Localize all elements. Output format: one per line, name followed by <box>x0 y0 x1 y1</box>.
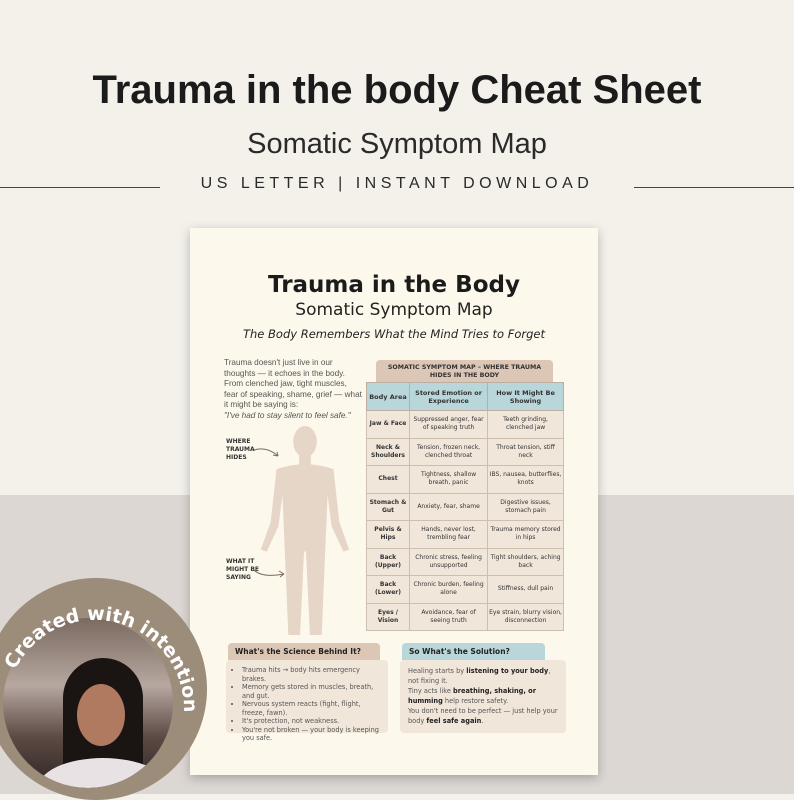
table-cell: Anxiety, fear, shame <box>410 493 488 521</box>
table-row <box>367 466 564 494</box>
table-cell: Digestive issues, stomach pain <box>488 493 564 521</box>
sheet-title: Trauma in the Body <box>268 272 520 298</box>
table-cell: Throat tension, stiff neck <box>488 438 564 466</box>
creator-badge <box>0 578 207 800</box>
symptom-table <box>366 382 564 631</box>
body-area-cell: Pelvis & Hips <box>367 521 410 549</box>
body-area-cell: Back (Lower) <box>367 576 410 604</box>
divider-right <box>634 187 794 188</box>
body-area-cell: Neck & Shoulders <box>367 438 410 466</box>
badge-text-arc <box>0 578 207 800</box>
listing-subtitle: Somatic Symptom Map <box>247 128 547 160</box>
table-cell: IBS, nausea, butterflies, knots <box>488 466 564 494</box>
science-item: • Memory gets stored in muscles, breath, and gut. <box>242 683 380 700</box>
label-where-trauma-hides: WHERE TRAUMA HIDES <box>226 438 255 461</box>
column-header: How It Might Be Showing <box>488 383 564 411</box>
solution-line: You don't need to be perfect — just help your body feel safe again. <box>408 707 558 725</box>
table-cell: Stiffness, dull pain <box>488 576 564 604</box>
body-area-cell: Eyes / Vision <box>367 603 410 631</box>
table-banner: SOMATIC SYMPTOM MAP – WHERE TRAUMA HIDES IN THE BODY <box>376 360 553 382</box>
sheet-subtitle: Somatic Symptom Map <box>295 300 493 320</box>
intro-text <box>224 358 362 421</box>
table-row <box>367 576 564 604</box>
table-row <box>367 521 564 549</box>
table-cell: Trauma memory stored in hips <box>488 521 564 549</box>
solution-line: Tiny acts like breathing, shaking, or humming help restore safety. <box>408 687 536 705</box>
table-cell: Teeth grinding, clenched jaw <box>488 411 564 439</box>
science-box <box>226 660 388 742</box>
science-item: • Nervous system reacts (fight, flight, freeze, fawn). <box>242 700 380 717</box>
listing-tagline: US LETTER | INSTANT DOWNLOAD <box>200 175 594 192</box>
table-row <box>367 493 564 521</box>
solution-line: Healing starts by listening to your body, not fixing it. <box>408 667 551 685</box>
table-cell: Eye strain, blurry vision, disconnection <box>488 603 564 631</box>
table-cell: Avoidance, fear of seeing truth <box>410 603 488 631</box>
science-item: • You're not broken — your body is keeping you safe. <box>242 726 380 743</box>
science-heading: What's the Science Behind It? <box>228 643 380 660</box>
column-header: Stored Emotion or Experience <box>410 383 488 411</box>
table-cell: Suppressed anger, fear of speaking truth <box>410 411 488 439</box>
table-row <box>367 438 564 466</box>
table-cell: Tightness, shallow breath, panic <box>410 466 488 494</box>
table-row <box>367 411 564 439</box>
table-cell: Hands, never lost, trembling fear <box>410 521 488 549</box>
solution-box <box>400 660 566 733</box>
label-what-it-might-be-saying: WHAT IT MIGHT BE SAYING <box>226 558 260 581</box>
body-area-cell: Jaw & Face <box>367 411 410 439</box>
svg-text:Created with intention <box>0 603 201 713</box>
intro-paragraph: Trauma doesn't just live in our thoughts — it echoes in the body. From clenched jaw, tight muscles, fear of speaking, shame, grief — what it might be saying is: <box>224 358 362 409</box>
science-item: • It's protection, not weakness. <box>242 717 380 726</box>
table-cell: Chronic stress, feeling unsupported <box>410 548 488 576</box>
table-row <box>367 603 564 631</box>
badge-text: Created with intention <box>0 602 202 713</box>
table-row <box>367 548 564 576</box>
table-cell: Tight shoulders, aching back <box>488 548 564 576</box>
table-cell: Tension, frozen neck, clenched throat <box>410 438 488 466</box>
solution-heading: So What's the Solution? <box>402 643 545 660</box>
table-cell: Chronic burden, feeling alone <box>410 576 488 604</box>
body-area-cell: Stomach & Gut <box>367 493 410 521</box>
cheat-sheet-preview <box>190 228 598 775</box>
sheet-tagline: The Body Remembers What the Mind Tries to Forget <box>242 327 546 341</box>
body-area-cell: Chest <box>367 466 410 494</box>
listing-title: Trauma in the body Cheat Sheet <box>92 68 702 112</box>
body-area-cell: Back (Upper) <box>367 548 410 576</box>
human-body-silhouette <box>250 424 360 638</box>
column-header: Body Area <box>367 383 410 411</box>
science-item: • Trauma hits → body hits emergency brakes. <box>242 666 380 683</box>
intro-quote: "I've had to stay silent to feel safe." <box>224 410 351 420</box>
